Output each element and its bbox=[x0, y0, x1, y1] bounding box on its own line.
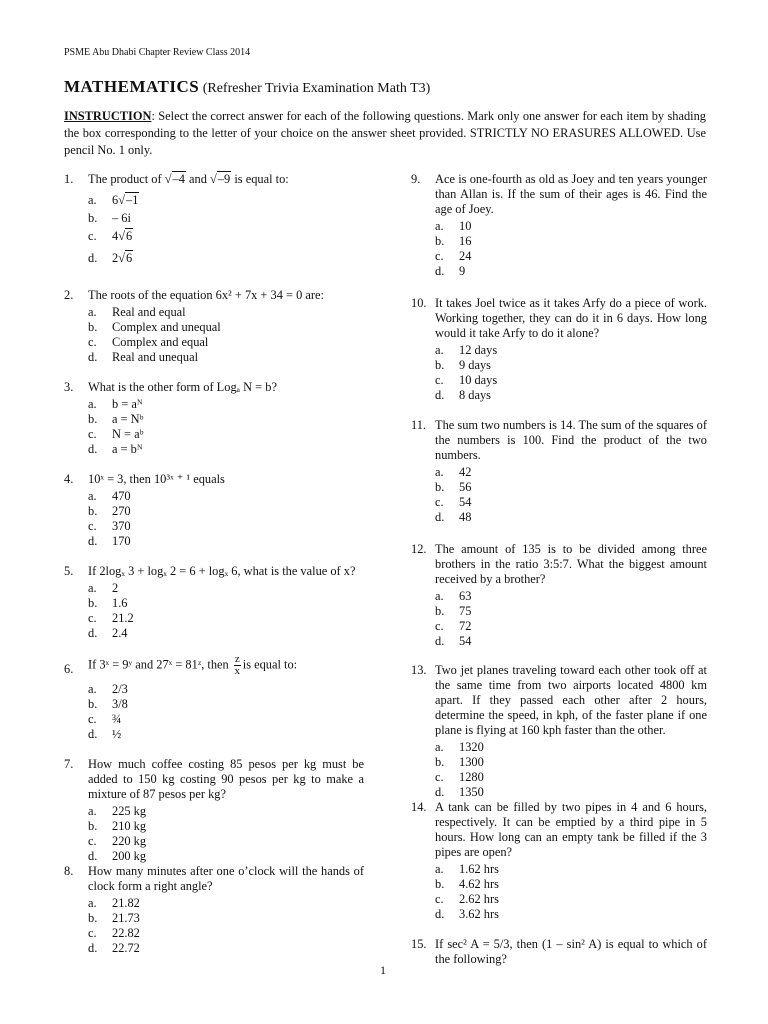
option-b: b. 75 bbox=[435, 604, 472, 618]
option-c: c. 1280 bbox=[435, 770, 484, 784]
option-c: c. 54 bbox=[435, 495, 472, 509]
fraction: $\frac{z}{x}$ bbox=[234, 653, 241, 677]
question-9: 9. Ace is one-fourth as old as Joey and ten years younger than Allan is. If the sum of their ages is 46. Find the age of Joey. a. 10 b. 16 c. 24 d. 9 bbox=[411, 172, 707, 278]
option-a: a. 10 bbox=[435, 219, 472, 233]
option-d: d. 9 bbox=[435, 264, 466, 278]
options-list bbox=[88, 804, 364, 864]
question-stem: 10ˣ = 3, then 10³ˣ ⁺ ¹ equals bbox=[88, 472, 225, 486]
question-stem: Two jet planes traveling toward each other took off at the same time from two airports located 4800 km apart. If they passed each other after 2 hours, determine the speed, in kph, of the faster plane if one plane is flying at 160 kph faster than the other. bbox=[435, 663, 707, 737]
option-d: d. 1350 bbox=[435, 785, 484, 799]
question-10: 10. It takes Joel twice as it takes Arfy do a piece of work. Working together, they can do it in 6 days. How long would it take Arfy to do it alone? a. 12 days b. 9 days c. 10 days d. 8 days bbox=[411, 296, 707, 402]
question-6: 6. If 3ˣ = 9ʸ and 27ˣ = 81ᶻ, then $\frac{z}{x}$ is equal to: a. 2/3 b. 3/8 c. ¾ d. ½ bbox=[64, 654, 364, 742]
question-stem: What is the other form of Logₐ N = b? bbox=[88, 380, 277, 394]
option-c: c. N = aᵇ bbox=[88, 427, 144, 441]
question-stem: How much coffee costing 85 pesos per kg must be added to 150 kg costing 90 pesos per kg to make a mixture of 87 pesos per kg? bbox=[88, 757, 364, 801]
options-list bbox=[88, 581, 364, 641]
option-d: d. ½ bbox=[88, 727, 122, 741]
question-5: 5. If 2logₓ 3 + logₓ 2 = 6 + logₓ 6, what is the value of x? a. 2 b. 1.6 c. 21.2 d. 2.4 bbox=[64, 564, 364, 641]
option-a: a. 1320 bbox=[435, 740, 484, 754]
options-list bbox=[435, 862, 707, 922]
option-b: b. 1.6 bbox=[88, 596, 128, 610]
option-d: d. 54 bbox=[435, 634, 472, 648]
question-14: 14. A tank can be filled by two pipes in 4 and 6 hours, respectively. It can be emptied by a third pipe in 5 hours. How long can an empty tank be filled if the 3 pipes are open? a. 1.62 hrs b. 4.62 hrs c. 2.62 hrs d. 3.62 hrs bbox=[411, 800, 707, 921]
question-3: 3. What is the other form of Logₐ N = b? a. b = aᴺ b. a = Nᵇ c. N = aᵇ d. a = bᴺ bbox=[64, 380, 364, 457]
page-number: 1 bbox=[380, 963, 386, 977]
question-stem: The amount of 135 is to be divided among three brothers in the ratio 3:5:7. What the biggest amount received by a brother? bbox=[435, 542, 707, 586]
question-8: 8. How many minutes after one o’clock will the hands of clock form a right angle? a. 21.82 b. 21.73 c. 22.82 d. 22.72 bbox=[64, 864, 364, 955]
option-b: b. 1300 bbox=[435, 755, 484, 769]
option-a: a. Real and equal bbox=[88, 305, 186, 319]
left-column bbox=[64, 172, 364, 956]
option-c: c. 21.2 bbox=[88, 611, 134, 625]
question-stem: The sum two numbers is 14. The sum of the squares of the numbers is 100. Find the product of the two numbers. bbox=[435, 418, 707, 462]
option-b: b. 56 bbox=[435, 480, 472, 494]
options-list bbox=[88, 896, 364, 956]
option-d: d. 22.72 bbox=[88, 941, 140, 955]
question-1 bbox=[64, 172, 364, 269]
option-c: c. 72 bbox=[435, 619, 472, 633]
question-number: 1. bbox=[64, 172, 74, 186]
option-a: a. 2 bbox=[88, 581, 119, 595]
option-b: b. Complex and unequal bbox=[88, 320, 221, 334]
option-a: a. 21.82 bbox=[88, 896, 140, 910]
option-c: c. 10 days bbox=[435, 373, 498, 387]
exam-title bbox=[64, 77, 430, 97]
option-a: a. 42 bbox=[435, 465, 472, 479]
option-b: b. 4.62 hrs bbox=[435, 877, 499, 891]
option-c: c. Complex and equal bbox=[88, 335, 209, 349]
question-15: 15. If sec² A = 5/3, then (1 – sin² A) is equal to which of the following? bbox=[411, 937, 707, 966]
option-b: b. 3/8 bbox=[88, 697, 128, 711]
option-c: c. 2.62 hrs bbox=[435, 892, 499, 906]
option-b: b. – 6i bbox=[88, 211, 131, 225]
option-c: c. 220 kg bbox=[88, 834, 147, 848]
option-d: d. 48 bbox=[435, 510, 472, 524]
option-d: d. a = bᴺ bbox=[88, 442, 143, 456]
option-d: d. 200 kg bbox=[88, 849, 147, 863]
option-b: b. a = Nᵇ bbox=[88, 412, 144, 426]
option-d: d. 170 bbox=[88, 534, 131, 548]
question-4: 4. 10ˣ = 3, then 10³ˣ ⁺ ¹ equals a. 470 b. 270 c. 370 d. 170 bbox=[64, 472, 364, 549]
option-a: a. 63 bbox=[435, 589, 472, 603]
question-stem: It takes Joel twice as it takes Arfy do a piece of work. Working together, they can do it in 6 days. How long would it take Arfy to do it alone? bbox=[435, 296, 707, 340]
options-list bbox=[435, 343, 707, 403]
question-stem: If sec² A = 5/3, then (1 – sin² A) is equal to which of the following? bbox=[435, 937, 707, 966]
question-stem: How many minutes after one o’clock will the hands of clock form a right angle? bbox=[88, 864, 364, 893]
question-7: 7. How much coffee costing 85 pesos per kg must be added to 150 kg costing 90 pesos per kg to make a mixture of 87 pesos per kg? a. 225 kg b. 210 kg c. 220 kg d. 200 kg bbox=[64, 757, 364, 863]
running-header: PSME Abu Dhabi Chapter Review Class 2014 bbox=[64, 47, 251, 58]
option-a: a. 6√–1 bbox=[88, 193, 139, 207]
options-list bbox=[435, 465, 707, 525]
options-list bbox=[88, 305, 364, 365]
question-stem: Ace is one-fourth as old as Joey and ten years younger than Allan is. If the sum of their ages is 46. Find the age of Joey. bbox=[435, 172, 707, 216]
option-a: a. 225 kg bbox=[88, 804, 147, 818]
options-list bbox=[88, 397, 364, 457]
option-a: a. 1.62 hrs bbox=[435, 862, 499, 876]
option-b: b. 270 bbox=[88, 504, 131, 518]
option-a: a. 470 bbox=[88, 489, 131, 503]
option-b: b. 210 kg bbox=[88, 819, 147, 833]
question-stem: If 2logₓ 3 + logₓ 2 = 6 + logₓ 6, what is the value of x? bbox=[88, 564, 356, 578]
instruction-label: INSTRUCTION bbox=[64, 109, 152, 123]
options-list bbox=[88, 682, 364, 742]
question-12: 12. The amount of 135 is to be divided among three brothers in the ratio 3:5:7. What the biggest amount received by a brother? a. 63 b. 75 c. 72 d. 54 bbox=[411, 542, 707, 648]
option-c: c. 4√6 bbox=[88, 229, 133, 243]
option-b: b. 9 days bbox=[435, 358, 492, 372]
option-d: d. Real and unequal bbox=[88, 350, 199, 364]
option-c: c. 22.82 bbox=[88, 926, 140, 940]
option-c: c. ¾ bbox=[88, 712, 122, 726]
option-c: c. 24 bbox=[435, 249, 472, 263]
title-main: MATHEMATICS bbox=[64, 77, 200, 96]
instruction-text: : Select the correct answer for each of the following questions. Mark only one answer for each item by shading the box corresponding to the letter of your choice on the answer sheet provided. STRICTLY NO ERASURES ALLOWED. Use pencil No. 1 only. bbox=[64, 109, 706, 157]
options-list bbox=[435, 589, 707, 649]
option-a: a. b = aᴺ bbox=[88, 397, 143, 411]
options-list bbox=[435, 740, 707, 800]
title-sub: (Refresher Trivia Examination Math T3) bbox=[202, 81, 431, 96]
question-stem: The product of √–4 and √–9 is equal to: bbox=[88, 172, 289, 186]
question-stem: A tank can be filled by two pipes in 4 and 6 hours, respectively. It can be emptied by a third pipe in 5 hours. How long can an empty tank be filled if the 3 pipes are open? bbox=[435, 800, 707, 859]
options-list bbox=[88, 489, 364, 549]
instruction-block bbox=[64, 108, 706, 159]
option-a: a. 12 days bbox=[435, 343, 498, 357]
option-d: d. 2√6 bbox=[88, 251, 133, 265]
question-stem: If 3ˣ = 9ʸ and 27ˣ = 81ᶻ, then $\frac{z}{x}$ is equal to: bbox=[88, 653, 298, 677]
option-b: b. 21.73 bbox=[88, 911, 140, 925]
option-a: a. 2/3 bbox=[88, 682, 128, 696]
question-11: 11. The sum two numbers is 14. The sum of the squares of the numbers is 100. Find the product of the two numbers. a. 42 b. 56 c. 54 d. 48 bbox=[411, 418, 707, 524]
question-2: 2. The roots of the equation 6x² + 7x + 34 = 0 are: a. Real and equal b. Complex and unequal c. Complex and equal d. Real and unequal bbox=[64, 288, 364, 365]
question-stem: The roots of the equation 6x² + 7x + 34 = 0 are: bbox=[88, 288, 324, 302]
right-column bbox=[411, 172, 707, 967]
option-d: d. 2.4 bbox=[88, 626, 128, 640]
option-d: d. 3.62 hrs bbox=[435, 907, 499, 921]
options-list bbox=[435, 219, 707, 279]
option-c: c. 370 bbox=[88, 519, 131, 533]
option-b: b. 16 bbox=[435, 234, 472, 248]
question-13: 13. Two jet planes traveling toward each other took off at the same time from two airports located 4800 km apart. If they passed each other after 2 hours, determine the speed, in kph, of the faster plane if one plane is flying at 160 kph faster than the other. a. 1320 b. 1300 c. 1280 d. 1350 bbox=[411, 663, 707, 799]
option-d: d. 8 days bbox=[435, 388, 492, 402]
